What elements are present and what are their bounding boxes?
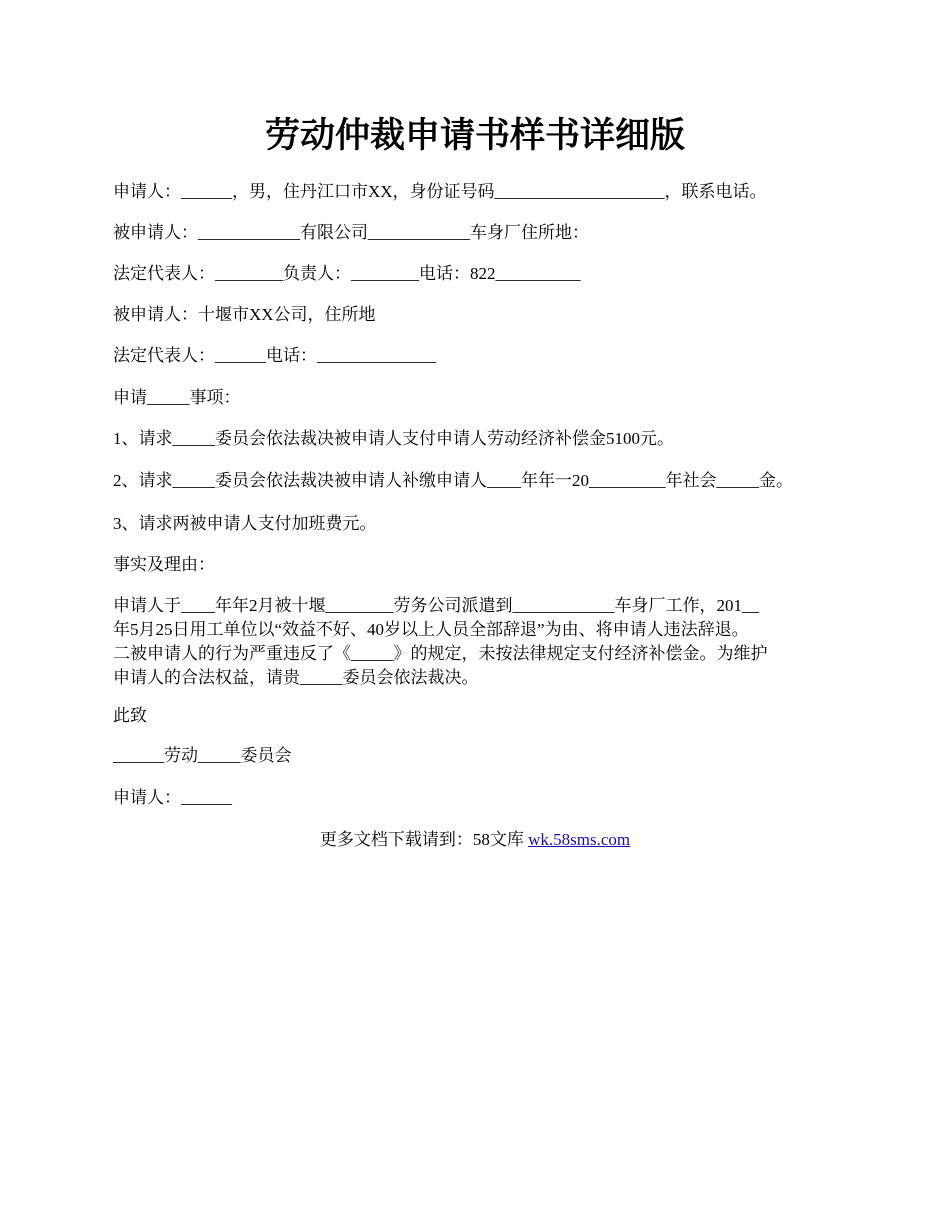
second-legal-representative-line: 法定代表人：______电话：______________: [113, 346, 436, 365]
facts-line: 申请人于____年年2月被十堰________劳务公司派遣到____________车身厂工作，201__: [113, 596, 759, 615]
applicant-line: 申请人：______，男，住丹江口市XX，身份证号码____________________，联系电话。: [113, 182, 767, 201]
facts-paragraph: [113, 594, 843, 690]
legal-representative-line: 法定代表人：________负责人：________电话：822__________: [113, 264, 581, 283]
document-title: 劳动仲裁申请书样书详细版: [264, 116, 685, 156]
respondent-line: 被申请人：____________有限公司____________车身厂住所地：: [113, 223, 589, 242]
second-respondent-line: 被申请人：十堰市XX公司，住所地: [113, 305, 376, 324]
facts-line: 申请人的合法权益，请贵_____委员会依法裁决。: [113, 668, 479, 687]
request-item-3: 3、请求两被申请人支付加班费元。: [113, 514, 377, 533]
request-heading: 申请_____事项：: [113, 388, 241, 407]
request-item-1: 1、请求_____委员会依法裁决被申请人支付申请人劳动经济补偿金5100元。: [113, 429, 674, 448]
closing-salutation: 此致: [113, 706, 147, 725]
request-item-2: 2、请求_____委员会依法裁决被申请人补缴申请人____年年一20_________年社会_____金。: [113, 471, 793, 490]
footer-link[interactable]: wk.58sms.com: [528, 830, 631, 849]
footer-text: 更多文档下载请到：58文库: [319, 830, 529, 849]
facts-line: 年5月25日用工单位以“效益不好、40岁以上人员全部辞退”为由、将申请人违法辞退。: [113, 620, 749, 639]
facts-heading: 事实及理由：: [113, 555, 215, 574]
signature-line: 申请人：______: [113, 788, 232, 807]
recipient-committee: ______劳动_____委员会: [113, 746, 292, 765]
footer: [0, 828, 950, 852]
facts-line: 二被申请人的行为严重违反了《_____》的规定，未按法律规定支付经济补偿金。为维护: [113, 644, 768, 663]
